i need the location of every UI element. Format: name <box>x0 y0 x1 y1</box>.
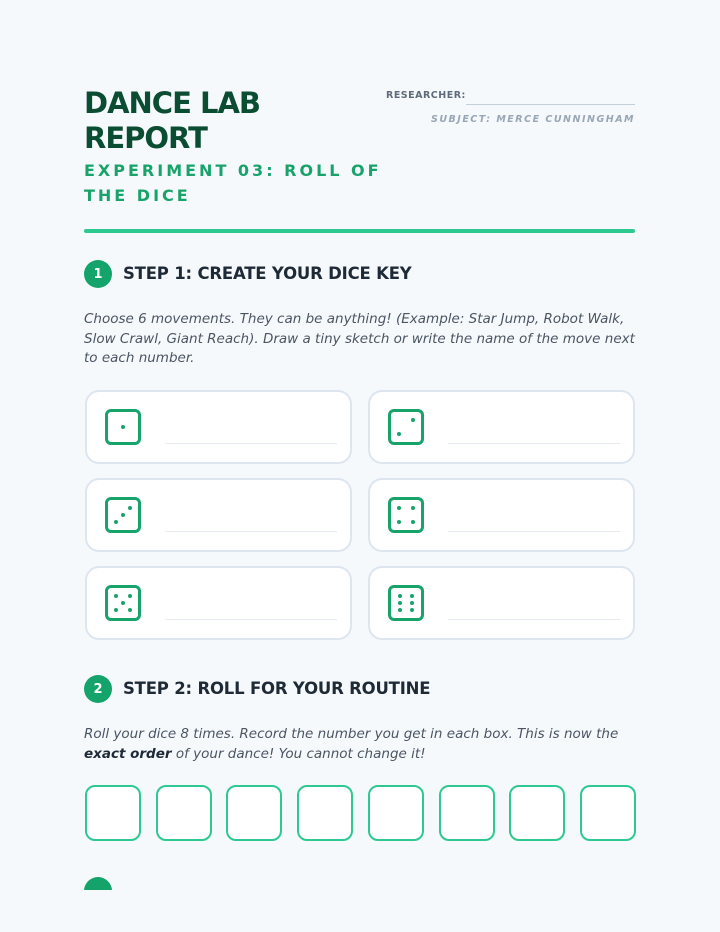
roll-box-7[interactable] <box>509 785 565 841</box>
dice-key-card-2[interactable] <box>368 390 635 464</box>
roll-box-1[interactable] <box>85 785 141 841</box>
step-2-instructions-emphasis: exact order <box>84 745 172 762</box>
move-write-line[interactable] <box>448 619 620 620</box>
die-face-1-icon <box>105 409 141 445</box>
die-pip <box>114 608 118 612</box>
move-write-line[interactable] <box>165 443 337 444</box>
roll-box-6[interactable] <box>439 785 495 841</box>
dice-key-card-4[interactable] <box>368 478 635 552</box>
experiment-subtitle: EXPERIMENT 03: ROLL OF THE DICE <box>84 161 382 205</box>
header-divider <box>84 229 635 233</box>
roll-box-5[interactable] <box>368 785 424 841</box>
die-face-6-icon <box>388 585 424 621</box>
die-pip <box>411 520 415 524</box>
step-2-title: STEP 2: ROLL FOR YOUR ROUTINE <box>123 679 431 698</box>
die-pip <box>121 425 125 429</box>
die-pip <box>410 608 414 612</box>
page-cutoff <box>0 890 720 932</box>
die-pip <box>397 506 401 510</box>
die-pip <box>397 520 401 524</box>
move-write-line[interactable] <box>165 531 337 532</box>
die-pip <box>398 608 402 612</box>
die-pip <box>410 601 414 605</box>
die-pip <box>411 506 415 510</box>
step-2-instructions <box>84 725 636 764</box>
die-pip <box>128 608 132 612</box>
step-2-badge: 2 <box>84 675 112 703</box>
die-pip <box>114 594 118 598</box>
step-2-instructions-text-end: of your dance! You cannot change it! <box>171 745 426 762</box>
roll-box-8[interactable] <box>580 785 636 841</box>
subject-label: SUBJECT: MERCE CUNNINGHAM <box>430 114 635 125</box>
die-face-3-icon <box>105 497 141 533</box>
die-face-2-icon <box>388 409 424 445</box>
die-pip <box>397 432 401 436</box>
roll-box-2[interactable] <box>156 785 212 841</box>
step-1-badge: 1 <box>84 260 112 288</box>
die-pip <box>410 594 414 598</box>
die-pip <box>128 506 132 510</box>
dice-key-card-5[interactable] <box>85 566 352 640</box>
die-face-4-icon <box>388 497 424 533</box>
dice-key-card-3[interactable] <box>85 478 352 552</box>
dice-key-card-1[interactable] <box>85 390 352 464</box>
die-face-5-icon <box>105 585 141 621</box>
page-title: DANCE LAB REPORT <box>84 86 261 155</box>
researcher-name-field[interactable] <box>466 104 635 105</box>
dice-key-card-6[interactable] <box>368 566 635 640</box>
die-pip <box>398 594 402 598</box>
step-2-instructions-text: Roll your dice 8 times. Record the number you get in each box. This is now the <box>84 726 619 742</box>
move-write-line[interactable] <box>448 531 620 532</box>
step-1-title: STEP 1: CREATE YOUR DICE KEY <box>123 264 412 283</box>
die-pip <box>128 594 132 598</box>
die-pip <box>121 513 125 517</box>
roll-box-3[interactable] <box>226 785 282 841</box>
roll-box-4[interactable] <box>297 785 353 841</box>
researcher-label: RESEARCHER: <box>386 90 466 101</box>
die-pip <box>398 601 402 605</box>
step-1-instructions: Choose 6 movements. They can be anything! (Example: Star Jump, Robot Walk, Slow Crawl, Giant Reach). Draw a tiny sketch or write the name of the move next to each number. <box>84 311 635 366</box>
die-pip <box>121 601 125 605</box>
die-pip <box>114 520 118 524</box>
move-write-line[interactable] <box>165 619 337 620</box>
die-pip <box>411 418 415 422</box>
move-write-line[interactable] <box>448 443 620 444</box>
